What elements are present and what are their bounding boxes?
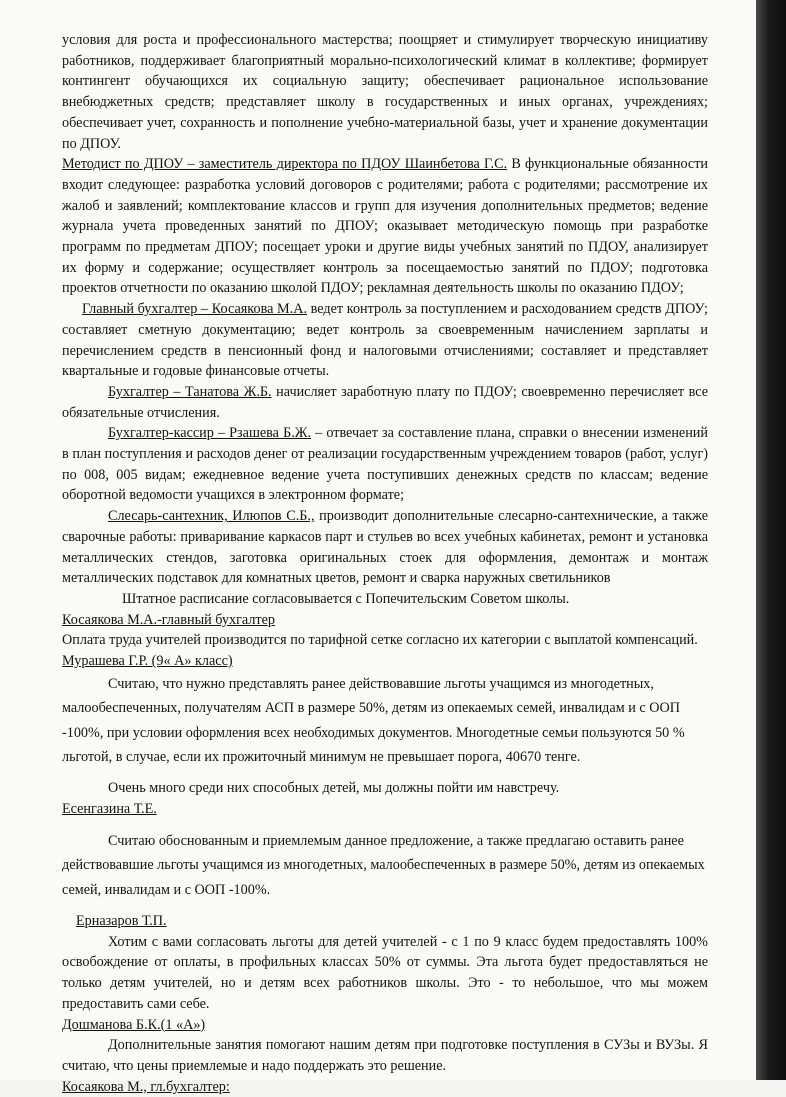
role-plumber: Слесарь-сантехник, Илюпов С.Б., <box>108 508 315 525</box>
paragraph-1: условия для роста и профессионального мастерства; поощряет и стимулирует творческую инициативу работников, поддерживает благоприятный морально-психологический климат в коллективе; формирует контингент обучающихся их социальную защиту; обеспечивает рациональное использование внебюджетных средств; представляет школу в государственных и иных органах, учреждениях; обеспечивает учет, сохранность и пополнение учебно-материальной базы, учет и хранение документации по ДПОУ. <box>62 32 708 152</box>
speaker-esengazina: Есенгазина Т.Е. <box>62 801 157 818</box>
paragraph-ernazarov: Хотим с вами согласовать льготы для детей учителей - с 1 по 9 класс будем предоставлять 100% освобождение от оплаты, в профильных классах 50% от суммы. Эта льгота будет предоставляться не только детям учителей, но и детям всех работников школы. Это - то небольшое, что мы можем предоставить сами себе. <box>62 933 708 1012</box>
role-cashier: Бухгалтер-кассир – Рзашева Б.Ж. <box>108 425 312 442</box>
paragraph-accountant-text: начисляет заработную плату по ПДОУ; своевременно перечисляет все обязательные отчисления. <box>62 383 708 421</box>
speaker-murasheva: Мурашева Г.Р. (9« А» класс) <box>62 653 233 670</box>
speaker-doshmanova: Дошманова Б.К.(1 «А») <box>62 1016 206 1033</box>
paragraph-salary: Оплата труда учителей производится по тарифной сетке согласно их категории с выплатой компенсаций. <box>62 632 698 649</box>
paragraph-methodist <box>62 154 708 299</box>
paragraph-chief-accountant <box>62 299 708 382</box>
role-chief-accountant: Главный бухгалтер – Косаякова М.А. <box>82 301 307 318</box>
paragraph-plumber <box>62 506 708 589</box>
role-methodist: Методист по ДПОУ – заместитель директора по ПДОУ Шаинбетова Г.С. <box>62 156 508 173</box>
paragraph-methodist-text: В функциональные обязанности входит следующее: разработка условий договоров с родителями; работа с родителями; рассмотрение их жалоб и заявлений; комплектование классов и групп для изучения дополнительных предметов; ведение журнала учета проведенных занятий по ДПОУ; оказывает методическую помощь при разработке программ по предметам ДПОУ; посещает уроки и другие виды учебных занятий по ПДОУ, анализирует их форму и содержание; осуществляет контроль за посещаемостью занятий по ПДОУ; подготовка проектов отчетности по оказанию школой ПДОУ; рекламная деятельность школы по оказанию ПДОУ; <box>62 156 708 297</box>
paragraph-accountant <box>62 382 708 423</box>
paragraph-murasheva-2: Очень много среди них способных детей, мы должны пойти им навстречу. <box>108 780 560 797</box>
paragraph-murasheva: Считаю, что нужно представлять ранее действовавшие льготы учащимся из многодетных, малообеспеченных, получателям АСП в размере 50%, детям из опекаемых семей, инвалидам и с ООП -100%, при условии оформления всех необходимых документов. Многодетные семьи пользуются 50 % льготой, в случае, если их прожиточный минимум не превышает порога, 40670 тенге. <box>62 675 685 766</box>
role-accountant: Бухгалтер – Танатова Ж.Б. <box>108 383 272 400</box>
scan-edge-shadow <box>756 0 786 1080</box>
speaker-kosayakova-1: Косаякова М.А.-главный бухгалтер <box>62 611 276 628</box>
paragraph-esengazina: Считаю обоснованным и приемлемым данное предложение, а также предлагаю оставить ранее действовавшие льготы учащимся из многодетных, малообеспеченных в размере 50%, детям из опекаемых семей, инвалидам и с ООП -100%. <box>62 832 705 898</box>
speaker-ernazarov: Ерназаров Т.П. <box>76 913 167 930</box>
paragraph-cashier-text: – отвечает за составление плана, справки о внесении изменений в план поступления и расходов денег от реализации государственным учреждением товаров (работ, услуг) по 008, 005 видам; ежедневное ведение учета поступивших денежных средств по классам; ведение оборотной ведомости учащихся в электронном формате; <box>62 425 708 504</box>
paragraph-doshmanova: Дополнительные занятия помогают нашим детям при подготовке поступления в СУЗы и ВУЗы. Я считаю, что цены приемлемые и надо поддержать это решение. <box>62 1037 708 1074</box>
speaker-kosayakova-2: Косаякова М., гл.бухгалтер: <box>62 1078 230 1095</box>
paragraph-staffing: Штатное расписание согласовывается с Попечительским Советом школы. <box>122 590 570 607</box>
paragraph-plumber-text: производит дополнительные слесарно-сантехнические, а также сварочные работы: приваривание каркасов парт и стульев во всех учебных кабинетах, ремонт и установка металлических стендов, заготовка оригинальных стоек для оформления, демонтаж и монтаж металлических подставок для комнатных цветов, ремонт и сварка наружных светильников <box>62 508 708 587</box>
paragraph-chief-accountant-text: ведет контроль за поступлением и расходованием средств ДПОУ; составляет сметную документацию; ведет контроль за своевременным начислением зарплаты и перечислением средств в пенсионный фонд и налоговыми отчислениями; составляет и представляет квартальные и годовые финансовые отчеты. <box>62 301 708 380</box>
document-body <box>62 30 708 1097</box>
paragraph-cashier <box>62 423 708 506</box>
